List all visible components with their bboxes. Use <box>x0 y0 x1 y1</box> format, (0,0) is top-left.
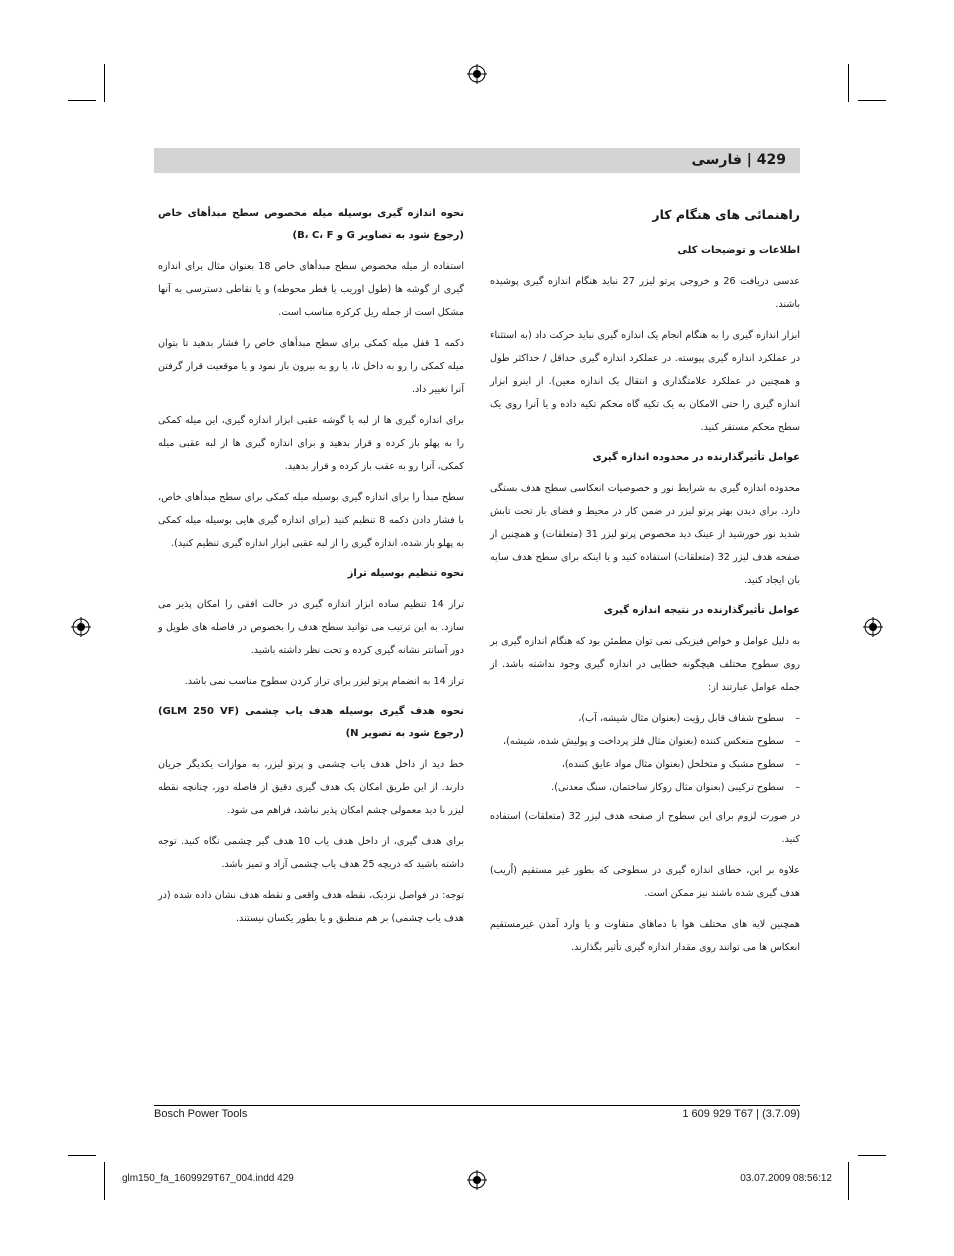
paragraph: در صورت لزوم برای این سطوح از صفحه هدف لیزر 32 (متعلقات) استفاده کنید. <box>490 811 800 845</box>
section-heading: اطلاعات و توضیحات کلی <box>677 245 800 256</box>
section-heading: نحوه هدف گیری بوسیله هدف یاب چشمی (GLM 250 VF) (رجوع شود به تصویر N) <box>158 706 464 739</box>
paragraph: برای هدف گیری، از داخل هدف یاب 10 هدف گیر چشمی نگاه کنید. توجه داشته باشید که دریچه 25 هدف یاب چشمی آزاد و تمیز باشد. <box>158 836 465 870</box>
paragraph: به دلیل عوامل و خواص فیزیکی نمی توان مطمئن بود که هنگام اندازه گیری بر روی سطوح مختلف هیچگونه خطایی در اندازه گیری وجود نداشته باشد. از جمله عوامل عبارتند از: <box>490 636 800 693</box>
paragraph: محدوده اندازه گیری به شرایط نور و خصوصیات انعکاسی سطح هدف بستگی دارد. برای دیدن بهتر پرتو لیزر در ضمن کار در محیط و فضای باز تحت تابش شدید نور خورشید از عینک دید مخصوص پرتو لیزر 31 (متعلقات) و همچنین از صفحه هدف لیزر 32 (متعلقات) استفاده کنید و یا اینکه برای سطح هدف سایه بان ایجاد کنید. <box>490 483 800 586</box>
paragraph: علاوه بر این، خطای اندازه گیری در سطوحی که بطور غیر مستقیم (اُریب) هدف گیری شده باشند نیز ممکن است. <box>490 865 800 899</box>
list-item: – سطوح منعکس کننده (بعنوان مثال فلز پرداخت و پولیش شده، شیشه)، <box>490 730 800 753</box>
section-heading: نحوه تنظیم بوسیله تراز <box>347 568 464 579</box>
factor-list <box>490 707 800 799</box>
paragraph: خط دید از داخل هدف یاب چشمی و پرتو لیزر، به موازات یکدیگر جریان دارند. از این طریق امکان یک هدف گیری دقیق از فاصله دور، چنانچه نقطه لیزر با دید معمولی چشم امکان پذیر نباشد، فراهم می شود. <box>158 759 464 816</box>
left-column <box>158 203 464 938</box>
paragraph: سطح مبدأ را برای اندازه گیری بوسیله میله کمکی برای سطح مبدأهای خاص، با فشار دادن دکمه 8 تنظیم کنید (برای اندازه گیری هایی بوسیله میله کمکی به پهلو باز شده، اندازه گیری را از لبه عقبی ابزار اندازه گیری تنظیم کنید). <box>158 492 464 549</box>
crop-mark <box>104 1162 105 1200</box>
right-column <box>490 204 800 967</box>
paragraph: استفاده از میله مخصوص سطح مبدأهای خاص 18 بعنوان مثال برای اندازه گیری از گوشه ها (طول اوریب یا قطر محوطه) و یا نقاطی دسترسی به آنها مشکل است از جمله ریل کرکره مناسب است. <box>158 261 464 318</box>
crop-mark <box>104 64 105 102</box>
crop-mark <box>848 64 849 102</box>
crop-mark <box>68 100 96 101</box>
footer-divider <box>154 1105 800 1106</box>
registration-mark-icon <box>467 1170 487 1190</box>
page-title: 429 | فارسی <box>691 152 786 168</box>
section-heading: نحوه اندازه گیری بوسیله میله مخصوص سطح مبدأهای خاص (رجوع شود به تصاویر G و B، C، F) <box>158 208 464 241</box>
section-heading: عوامل تأثیرگذارنده در محدوده اندازه گیری <box>592 452 800 463</box>
crop-mark <box>848 1162 849 1200</box>
crop-mark <box>858 100 886 101</box>
crop-mark <box>858 1155 886 1156</box>
paragraph: عدسی دریافت 26 و خروجی پرتو لیزر 27 نباید هنگام اندازه گیری پوشیده باشند. <box>490 276 801 310</box>
registration-mark-icon <box>71 617 91 637</box>
print-slug-file: glm150_fa_1609929T67_004.indd 429 <box>122 1173 294 1184</box>
footer-brand: Bosch Power Tools <box>154 1108 248 1120</box>
registration-mark-icon <box>467 64 487 84</box>
paragraph: توجه: در فواصل نزدیک، نقطه هدف واقعی و نقطه هدف نشان داده شده (در هدف یاب چشمی) بر هم منطبق و یا بطور یکسان نیستند. <box>158 890 464 924</box>
paragraph: برای اندازه گیری ها از لبه یا گوشه عقبی ابزار اندازه گیری، این میله کمکی را به پهلو باز کرده و قرار بدهید و برای اندازه گیری ها از لبه عقبی میله کمکی، آنرا رو به عقب باز کرده و قرار بدهید. <box>158 415 464 472</box>
registration-mark-icon <box>863 617 883 637</box>
section-heading: عوامل تأثیرگذارنده در نتیجه اندازه گیری <box>603 605 800 616</box>
print-slug-date: 03.07.2009 08:56:12 <box>740 1173 832 1184</box>
footer-doc-number: 1 609 929 T67 | (3.7.09) <box>682 1108 800 1120</box>
list-item: – سطوح ترکیبی (بعنوان مثال روکار ساختمان، سنگ معدنی). <box>490 776 800 799</box>
section-title: راهنمائی های هنگام کار <box>652 207 800 222</box>
paragraph: تراز 14 تنظیم ساده ابزار اندازه گیری در حالت افقی را امکان پذیر می سازد. به این ترتیب می توانید سطح هدف را بخصوص در فاصله های طویل و دور آسانتر نشانه گیری کرده و تحت نظر داشته باشید. <box>158 599 465 656</box>
paragraph: دکمه 1 قفل میله کمکی برای سطح مبدأهای خاص را فشار بدهید تا بتوان میله کمکی را رو به داخل تا، یا رو به بیرون باز نمود و یا موقعیت قرار گرفتن آنرا تغییر داد. <box>158 338 464 395</box>
page-header <box>154 148 800 173</box>
crop-mark <box>68 1155 96 1156</box>
paragraph: ابزار اندازه گیری را به هنگام انجام یک اندازه گیری نباید حرکت داد (به استثناء در عملکرد اندازه گیری پیوسته. در عملکرد اندازه گیری حداقل / حداکثر طول و همچنین در عملکرد علامتگذاری و انتقال یک اندازه معین). از اینرو ابزار اندازه گیری را حتی الامکان به یک تکیه گاه محکم تکیه داده و یا آنرا روی یک سطح محکم مستقر کنید. <box>490 330 800 433</box>
paragraph: همچنین لایه های مختلف هوا با دماهای متفاوت و یا وارد آمدن غیرمستقیم انعکاس ها می توانند روی مقدار اندازه گیری تأثیر بگذارند. <box>490 919 800 953</box>
list-item: – سطوح مشبک و متخلخل (بعنوان مثال مواد عایق کننده)، <box>490 753 800 776</box>
paragraph: تراز 14 به انضمام پرتو لیزر برای تراز کردن سطوح مناسب نمی باشد. <box>184 676 464 687</box>
list-item: – سطوح شفاف قابل رؤیت (بعنوان مثال شیشه، آب)، <box>490 707 800 730</box>
